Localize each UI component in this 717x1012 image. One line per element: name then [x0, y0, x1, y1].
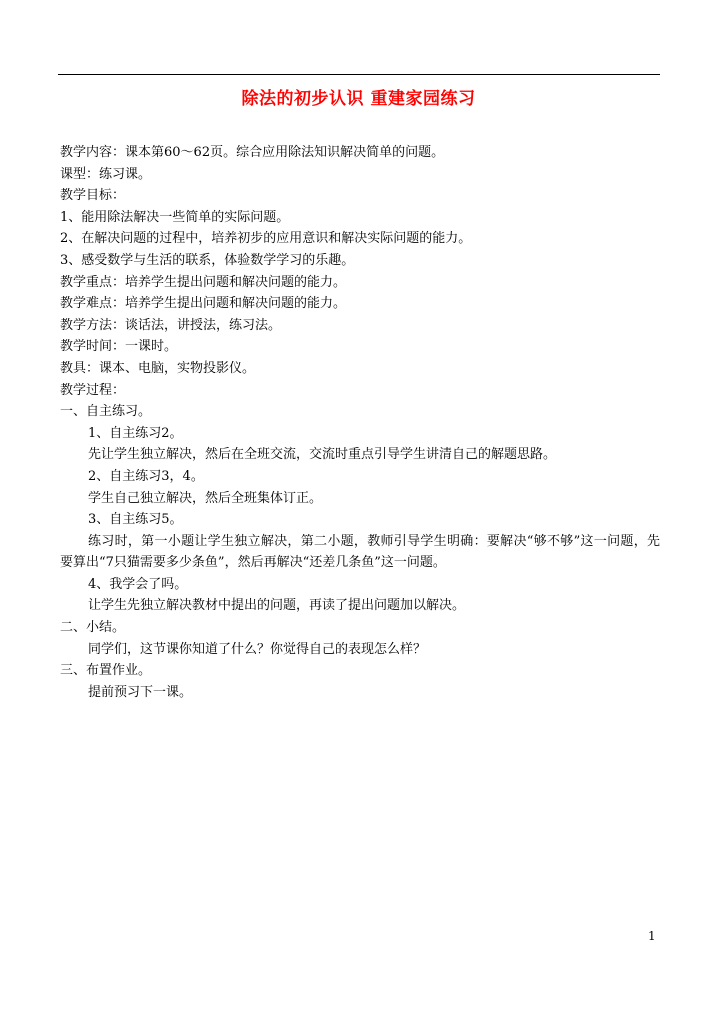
summary-text: 同学们，这节课你知道了什么？你觉得自己的表现怎么样？	[88, 641, 427, 657]
section-heading: 二、小结。	[60, 620, 126, 636]
exercise-item: 1、自主练习2。	[88, 425, 183, 441]
section-heading: 一、自主练习。	[60, 404, 152, 420]
teaching-key-point: 教学重点：培养学生提出问题和解决问题的能力。	[60, 274, 347, 290]
homework-text: 提前预习下一课。	[88, 684, 193, 700]
page-number: 1	[648, 929, 656, 943]
exercise-description: 让学生先独立解决教材中提出的问题，再读了提出问题加以解决。	[88, 598, 466, 614]
exercise-item: 4、我学会了吗。	[88, 576, 188, 592]
goal-item: 1、能用除法解决一些简单的实际问题。	[60, 209, 290, 225]
teaching-process-heading: 教学过程：	[60, 382, 126, 398]
exercise-description: 先让学生独立解决，然后在全班交流，交流时重点引导学生讲清自己的解题思路。	[88, 447, 557, 463]
goal-item: 2、在解决问题的过程中，培养初步的应用意识和解决实际问题的能力。	[60, 231, 472, 247]
teaching-content: 教学内容：课本第60～62页。综合应用除法知识解决简单的问题。	[60, 145, 445, 160]
document-body	[60, 142, 660, 703]
section-heading: 三、布置作业。	[60, 663, 152, 679]
teaching-goals-heading: 教学目标：	[60, 188, 126, 204]
goal-item: 3、感受数学与生活的联系，体验数学学习的乐趣。	[60, 252, 355, 268]
teaching-time: 教学时间：一课时。	[60, 339, 178, 355]
lesson-type: 课型：练习课。	[60, 166, 152, 182]
exercise-description: 练习时，第一小题让学生独立解决，第二小题，教师引导学生明确：要解决“够不够”这一问题，先要算出“7只猫需要多少条鱼”，然后再解决“还差几条鱼”这一问题。	[60, 533, 660, 571]
teaching-aids: 教具：课本、电脑，实物投影仪。	[60, 360, 256, 376]
header-rule	[58, 74, 660, 75]
exercise-item: 2、自主练习3，4。	[88, 468, 204, 484]
exercise-description: 学生自己独立解决，然后全班集体订正。	[88, 490, 323, 506]
document-title: 除法的初步认识 重建家园练习	[241, 89, 476, 109]
exercise-item: 3、自主练习5。	[88, 512, 183, 528]
teaching-difficulty: 教学难点：培养学生提出问题和解决问题的能力。	[60, 296, 347, 312]
teaching-method: 教学方法：谈话法，讲授法，练习法。	[60, 317, 282, 333]
